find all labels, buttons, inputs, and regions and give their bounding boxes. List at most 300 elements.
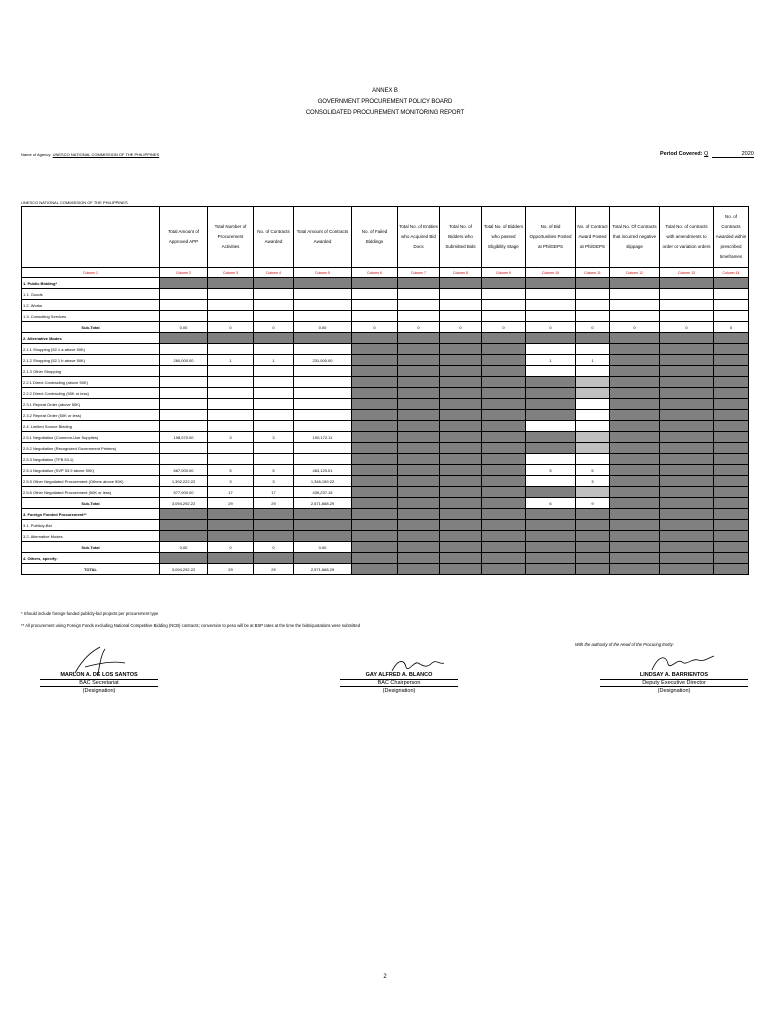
table-cell bbox=[254, 520, 294, 531]
table-cell bbox=[160, 520, 208, 531]
table-cell bbox=[660, 476, 714, 487]
table-cell: 6 bbox=[526, 498, 576, 509]
table-cell bbox=[208, 443, 254, 454]
table-cell bbox=[660, 421, 714, 432]
table-cell bbox=[254, 344, 294, 355]
table-cell bbox=[610, 344, 660, 355]
table-cell: 0 bbox=[660, 322, 714, 333]
table-cell bbox=[398, 388, 440, 399]
column-header: Total No. of contracts with amendments to order or variation orders bbox=[660, 207, 714, 268]
table-cell bbox=[160, 553, 208, 564]
row-label: Sub-Total bbox=[22, 542, 160, 553]
table-cell bbox=[576, 520, 610, 531]
table-cell bbox=[482, 542, 526, 553]
column-number: Column 13 bbox=[660, 268, 714, 278]
table-cell bbox=[482, 366, 526, 377]
table-cell bbox=[208, 388, 254, 399]
table-cell bbox=[576, 311, 610, 322]
table-cell bbox=[660, 498, 714, 509]
table-row bbox=[22, 564, 749, 575]
column-header: Total No. of Bidders who Submitted Bids bbox=[440, 207, 482, 268]
table-cell bbox=[352, 487, 398, 498]
table-cell bbox=[714, 487, 749, 498]
table-row bbox=[22, 476, 749, 487]
table-row bbox=[22, 399, 749, 410]
table-cell bbox=[398, 564, 440, 575]
table-cell bbox=[610, 311, 660, 322]
table-cell bbox=[254, 509, 294, 520]
table-cell: 463,120.01 bbox=[294, 465, 352, 476]
table-cell bbox=[254, 388, 294, 399]
table-cell bbox=[398, 300, 440, 311]
table-cell bbox=[294, 344, 352, 355]
table-cell bbox=[208, 509, 254, 520]
column-header: No. of Contract Award Posted at PhilGEPS bbox=[576, 207, 610, 268]
table-cell bbox=[482, 421, 526, 432]
report-name: CONSOLIDATED PROCUREMENT MONITORING REPORT bbox=[305, 110, 465, 116]
row-label: 2.5.6 Other Negotiated Procurement (50K or less) bbox=[22, 487, 160, 498]
table-cell bbox=[208, 454, 254, 465]
table-cell: 3 bbox=[254, 476, 294, 487]
table-cell bbox=[526, 333, 576, 344]
table-cell bbox=[160, 377, 208, 388]
table-cell bbox=[254, 553, 294, 564]
table-cell bbox=[294, 289, 352, 300]
table-cell bbox=[610, 432, 660, 443]
table-cell bbox=[352, 366, 398, 377]
table-cell bbox=[526, 421, 576, 432]
table-cell bbox=[714, 300, 749, 311]
table-cell bbox=[160, 531, 208, 542]
signatory-designation: (Designation) bbox=[657, 688, 691, 694]
table-row bbox=[22, 311, 749, 322]
table-row bbox=[22, 553, 749, 564]
table-cell bbox=[208, 410, 254, 421]
table-cell bbox=[208, 311, 254, 322]
table-cell bbox=[576, 300, 610, 311]
table-cell bbox=[576, 388, 610, 399]
table-cell bbox=[352, 531, 398, 542]
table-cell bbox=[440, 399, 482, 410]
table-cell bbox=[526, 311, 576, 322]
table-cell bbox=[526, 300, 576, 311]
table-cell bbox=[352, 355, 398, 366]
table-cell bbox=[440, 410, 482, 421]
table-cell bbox=[576, 377, 610, 388]
table-row bbox=[22, 410, 749, 421]
table-cell bbox=[440, 531, 482, 542]
table-cell bbox=[440, 443, 482, 454]
table-cell bbox=[294, 509, 352, 520]
table-cell bbox=[714, 333, 749, 344]
table-cell bbox=[660, 465, 714, 476]
row-label: 1. Public Bidding* bbox=[22, 278, 160, 289]
table-cell bbox=[160, 443, 208, 454]
table-cell bbox=[576, 509, 610, 520]
table-cell bbox=[660, 289, 714, 300]
table-cell: 0 bbox=[576, 322, 610, 333]
table-cell bbox=[526, 366, 576, 377]
table-cell: 1,346,159.22 bbox=[294, 476, 352, 487]
table-cell bbox=[398, 278, 440, 289]
table-cell: 3 bbox=[208, 476, 254, 487]
table-cell: 0 bbox=[208, 542, 254, 553]
table-cell bbox=[398, 355, 440, 366]
table-cell: 0 bbox=[352, 322, 398, 333]
table-cell bbox=[610, 410, 660, 421]
column-header: No. of Contracts Awarded bbox=[254, 207, 294, 268]
table-cell bbox=[660, 487, 714, 498]
table-cell bbox=[610, 454, 660, 465]
table-cell bbox=[610, 498, 660, 509]
table-cell bbox=[294, 366, 352, 377]
column-number: Column 8 bbox=[440, 268, 482, 278]
table-cell bbox=[576, 443, 610, 454]
table-cell bbox=[714, 366, 749, 377]
row-label: Sub-Total bbox=[22, 498, 160, 509]
table-cell bbox=[526, 443, 576, 454]
row-label: 2.2.2 Direct Contracting (50K or less) bbox=[22, 388, 160, 399]
table-cell bbox=[610, 355, 660, 366]
table-cell bbox=[254, 366, 294, 377]
table-cell bbox=[440, 465, 482, 476]
row-label: 2.4. Limited Source Bidding bbox=[22, 421, 160, 432]
period-quarter: Q bbox=[704, 151, 709, 157]
table-cell bbox=[526, 520, 576, 531]
period-label: Period Covered: bbox=[660, 151, 703, 157]
table-cell bbox=[398, 553, 440, 564]
table-cell bbox=[576, 333, 610, 344]
table-cell bbox=[714, 355, 749, 366]
table-row bbox=[22, 443, 749, 454]
signatory-name: GAY ALFRED A. BLANCO bbox=[340, 672, 458, 680]
table-cell: 1 bbox=[526, 355, 576, 366]
table-cell: 231,000.00 bbox=[294, 355, 352, 366]
table-cell bbox=[714, 498, 749, 509]
table-cell bbox=[294, 520, 352, 531]
table-cell bbox=[482, 443, 526, 454]
signatory-position: BAC Secretariat bbox=[40, 680, 158, 687]
table-cell bbox=[440, 476, 482, 487]
table-cell bbox=[610, 377, 660, 388]
table-cell bbox=[398, 366, 440, 377]
row-label: 2.3.1 Repeat Order (above 50K) bbox=[22, 399, 160, 410]
table-cell bbox=[482, 300, 526, 311]
table-cell bbox=[352, 509, 398, 520]
table-cell bbox=[440, 388, 482, 399]
column-number: Column 5 bbox=[294, 268, 352, 278]
table-cell bbox=[482, 531, 526, 542]
table-cell bbox=[352, 278, 398, 289]
table-cell bbox=[660, 388, 714, 399]
table-body bbox=[22, 278, 749, 575]
table-cell bbox=[352, 443, 398, 454]
table-cell bbox=[440, 487, 482, 498]
row-label: 2.5.3 Negotiation (TFB 53.1) bbox=[22, 454, 160, 465]
table-cell bbox=[714, 542, 749, 553]
table-cell bbox=[714, 311, 749, 322]
table-cell bbox=[610, 278, 660, 289]
footnote-1: * Should include foreign-funded publicly-bid projects per procurement type bbox=[21, 611, 159, 616]
table-cell bbox=[160, 454, 208, 465]
table-cell: 17 bbox=[208, 487, 254, 498]
table-cell bbox=[208, 377, 254, 388]
column-number: Column 4 bbox=[254, 268, 294, 278]
column-number: Column 11 bbox=[576, 268, 610, 278]
table-cell bbox=[714, 278, 749, 289]
table-cell bbox=[352, 542, 398, 553]
table-cell bbox=[526, 564, 576, 575]
table-cell bbox=[526, 388, 576, 399]
table-cell bbox=[254, 289, 294, 300]
table-cell bbox=[714, 454, 749, 465]
row-label: 3.2. Alternative Modes bbox=[22, 531, 160, 542]
table-cell bbox=[352, 377, 398, 388]
table-cell bbox=[440, 311, 482, 322]
table-cell bbox=[482, 388, 526, 399]
column-number: Column 10 bbox=[526, 268, 576, 278]
table-cell bbox=[576, 344, 610, 355]
table-cell bbox=[294, 454, 352, 465]
table-cell bbox=[160, 388, 208, 399]
row-label: 1.2. Works bbox=[22, 300, 160, 311]
table-cell bbox=[440, 454, 482, 465]
table-cell bbox=[398, 520, 440, 531]
table-cell bbox=[714, 443, 749, 454]
column-number: Column 9 bbox=[482, 268, 526, 278]
table-cell bbox=[398, 344, 440, 355]
table-cell bbox=[294, 399, 352, 410]
table-cell bbox=[352, 333, 398, 344]
row-label: 3.1. Publicly-Bid bbox=[22, 520, 160, 531]
table-cell bbox=[254, 333, 294, 344]
table-cell: 0 bbox=[610, 322, 660, 333]
table-cell: 190,172.11 bbox=[294, 432, 352, 443]
column-number: Column 6 bbox=[352, 268, 398, 278]
table-cell bbox=[482, 289, 526, 300]
report-title bbox=[0, 86, 770, 119]
period-covered bbox=[660, 151, 754, 158]
table-cell bbox=[714, 465, 749, 476]
table-cell: 0 bbox=[526, 322, 576, 333]
table-cell bbox=[294, 421, 352, 432]
authority-line: With the authority of the Head of the Procuring Entity: bbox=[575, 642, 674, 647]
table-cell bbox=[660, 377, 714, 388]
row-label: Sub-Total bbox=[22, 322, 160, 333]
table-cell bbox=[352, 289, 398, 300]
column-number: Column 1 bbox=[22, 268, 160, 278]
table-cell bbox=[576, 542, 610, 553]
table-cell: 577,000.00 bbox=[160, 487, 208, 498]
table-cell bbox=[526, 454, 576, 465]
table-cell: 3 bbox=[576, 476, 610, 487]
table-cell: 3,094,292.22 bbox=[160, 498, 208, 509]
row-label: 2.5.5 Other Negotiated Procurement (Others above 50K) bbox=[22, 476, 160, 487]
page-number: 2 bbox=[383, 974, 387, 980]
table-cell bbox=[660, 355, 714, 366]
table-cell bbox=[660, 564, 714, 575]
table-cell bbox=[398, 399, 440, 410]
table-cell bbox=[482, 509, 526, 520]
table-cell bbox=[294, 311, 352, 322]
table-row bbox=[22, 498, 749, 509]
table-cell bbox=[294, 388, 352, 399]
table-cell bbox=[482, 311, 526, 322]
table-cell bbox=[610, 366, 660, 377]
table-cell bbox=[714, 377, 749, 388]
column-number: Column 2 bbox=[160, 268, 208, 278]
table-cell bbox=[208, 421, 254, 432]
table-row bbox=[22, 542, 749, 553]
table-cell bbox=[482, 333, 526, 344]
column-header: No. of Contracts Awarded within prescribed timeframes bbox=[714, 207, 749, 268]
table-cell bbox=[254, 377, 294, 388]
procurement-table bbox=[21, 206, 749, 575]
annex-label: ANNEX B bbox=[372, 88, 398, 94]
table-cell bbox=[160, 509, 208, 520]
table-cell bbox=[482, 432, 526, 443]
table-cell bbox=[294, 443, 352, 454]
table-cell bbox=[714, 476, 749, 487]
table-cell: 1 bbox=[254, 355, 294, 366]
table-cell bbox=[294, 300, 352, 311]
agency-label: Name of Agency: bbox=[21, 152, 52, 157]
table-cell bbox=[398, 487, 440, 498]
signatory-designation: (Designation) bbox=[82, 688, 116, 694]
table-cell bbox=[352, 520, 398, 531]
table-cell bbox=[660, 553, 714, 564]
table-cell: 29 bbox=[254, 564, 294, 575]
table-cell: 17 bbox=[254, 487, 294, 498]
column-header-row bbox=[22, 207, 749, 268]
table-cell bbox=[526, 487, 576, 498]
table-cell bbox=[254, 410, 294, 421]
table-row bbox=[22, 355, 749, 366]
table-cell bbox=[398, 465, 440, 476]
table-cell bbox=[610, 289, 660, 300]
table-cell bbox=[576, 278, 610, 289]
table-cell bbox=[398, 333, 440, 344]
column-header: Total No. of Bidders who passed Eligibility Stage bbox=[482, 207, 526, 268]
table-cell bbox=[482, 399, 526, 410]
table-cell: 0 bbox=[254, 322, 294, 333]
table-cell bbox=[526, 476, 576, 487]
table-cell bbox=[482, 487, 526, 498]
table-cell bbox=[610, 476, 660, 487]
table-cell: 439,237.15 bbox=[294, 487, 352, 498]
table-cell bbox=[610, 553, 660, 564]
table-cell bbox=[208, 300, 254, 311]
table-cell bbox=[160, 399, 208, 410]
unit-name: UNESCO NATIONAL COMMISSION OF THE PHILIPPINES bbox=[21, 200, 128, 205]
table-cell bbox=[440, 421, 482, 432]
column-header: No. of Bid Opportunities Posted at PhilGEPS bbox=[526, 207, 576, 268]
table-cell bbox=[482, 410, 526, 421]
table-cell bbox=[440, 564, 482, 575]
table-cell: 5 bbox=[526, 465, 576, 476]
table-cell: 9 bbox=[576, 498, 610, 509]
table-cell: 1 bbox=[576, 355, 610, 366]
column-header: Total Amount of Contracts Awarded bbox=[294, 207, 352, 268]
table-cell bbox=[352, 388, 398, 399]
table-cell bbox=[160, 300, 208, 311]
table-cell bbox=[352, 344, 398, 355]
table-cell bbox=[398, 454, 440, 465]
table-cell bbox=[576, 399, 610, 410]
table-cell bbox=[352, 564, 398, 575]
table-cell bbox=[660, 344, 714, 355]
table-cell bbox=[576, 553, 610, 564]
table-cell bbox=[352, 421, 398, 432]
table-cell bbox=[440, 300, 482, 311]
table-row bbox=[22, 366, 749, 377]
table-cell: 5 bbox=[254, 465, 294, 476]
table-cell bbox=[526, 410, 576, 421]
table-cell: 3 bbox=[208, 432, 254, 443]
row-label: 4. Others, specify: bbox=[22, 553, 160, 564]
table-cell bbox=[482, 564, 526, 575]
row-label: 1.1. Goods bbox=[22, 289, 160, 300]
table-cell bbox=[482, 355, 526, 366]
table-cell: 29 bbox=[208, 564, 254, 575]
column-header: Total No. Of Contracts that incurred negative slippage bbox=[610, 207, 660, 268]
table-cell bbox=[576, 366, 610, 377]
table-row bbox=[22, 388, 749, 399]
row-label: 2.5.2 Negotiation (Recognized Government Printers) bbox=[22, 443, 160, 454]
table-cell bbox=[482, 344, 526, 355]
table-cell bbox=[526, 377, 576, 388]
table-row bbox=[22, 465, 749, 476]
table-cell bbox=[398, 311, 440, 322]
table-cell bbox=[398, 432, 440, 443]
column-number: Column 7 bbox=[398, 268, 440, 278]
table-cell bbox=[526, 344, 576, 355]
table-cell bbox=[160, 410, 208, 421]
table-cell bbox=[576, 289, 610, 300]
table-row bbox=[22, 454, 749, 465]
table-cell bbox=[482, 553, 526, 564]
table-cell bbox=[482, 465, 526, 476]
table-cell bbox=[576, 410, 610, 421]
table-cell bbox=[660, 399, 714, 410]
table-row bbox=[22, 344, 749, 355]
table-cell bbox=[482, 454, 526, 465]
table-cell bbox=[352, 300, 398, 311]
table-cell bbox=[440, 377, 482, 388]
column-number: Column 14 bbox=[714, 268, 749, 278]
table-cell bbox=[398, 443, 440, 454]
table-cell bbox=[440, 542, 482, 553]
agency-value: UNESCO NATIONAL COMMISSION OF THE PHILIPPINES bbox=[52, 152, 160, 157]
table-cell bbox=[526, 531, 576, 542]
table-cell bbox=[208, 399, 254, 410]
table-cell bbox=[398, 531, 440, 542]
table-cell bbox=[352, 465, 398, 476]
table-cell bbox=[660, 333, 714, 344]
table-cell bbox=[398, 289, 440, 300]
table-cell bbox=[610, 509, 660, 520]
row-label: 2.1.3 Other Shopping bbox=[22, 366, 160, 377]
table-cell bbox=[526, 289, 576, 300]
table-cell bbox=[440, 289, 482, 300]
table-cell bbox=[398, 410, 440, 421]
table-cell bbox=[576, 421, 610, 432]
table-cell bbox=[660, 410, 714, 421]
row-label: 2.1.2 Shopping (52.1 b above 50K) bbox=[22, 355, 160, 366]
table-cell bbox=[440, 520, 482, 531]
table-cell bbox=[714, 399, 749, 410]
table-cell bbox=[610, 333, 660, 344]
